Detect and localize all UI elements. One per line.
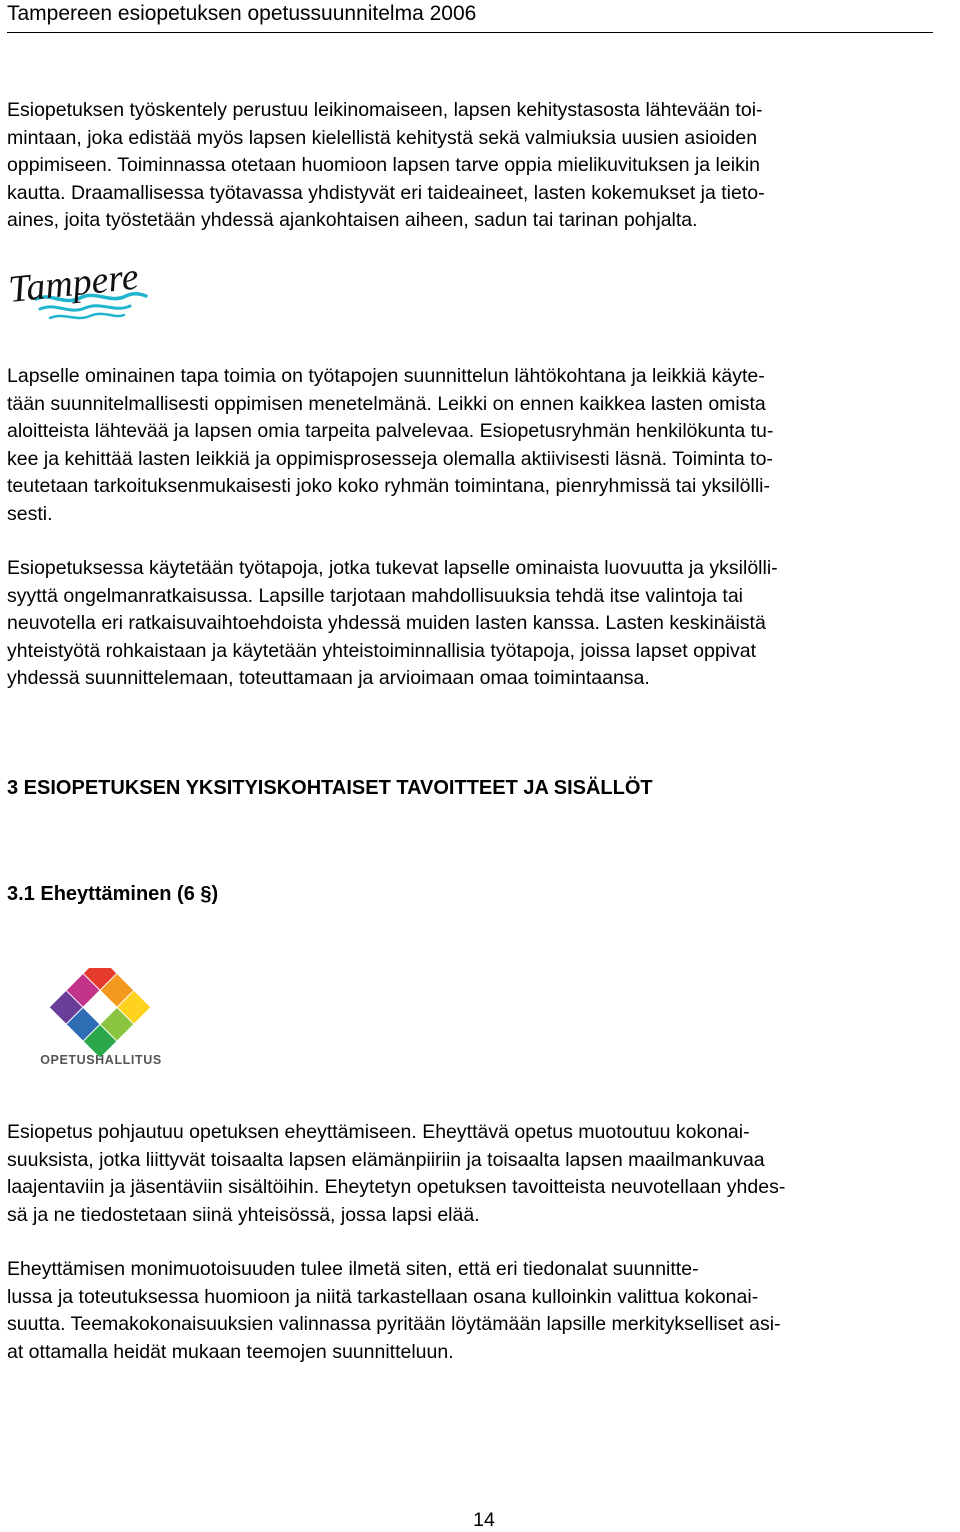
page-number: 14 bbox=[473, 1509, 495, 1531]
paragraph-line: aloitteista lähtevää ja lapsen omia tarpeita palvelevaa. Esiopetusryhmän henkilökunta tu- bbox=[7, 420, 774, 443]
paragraph-line: kautta. Draamallisessa työtavassa yhdistyvät eri taideaineet, lasten kokemukset ja tieto- bbox=[7, 181, 765, 204]
paragraph-line: aines, joita työstetään yhdessä ajankohtaisen aiheen, sadun tai tarinan pohjalta. bbox=[7, 209, 698, 232]
paragraph-line: Esiopetuksessa käytetään työtapoja, jotka tukevat lapselle ominaista luovuutta ja yksilölli- bbox=[7, 557, 778, 579]
document-title: Tampereen esiopetuksen opetussuunnitelma 2006 bbox=[7, 2, 477, 25]
paragraph-4 bbox=[7, 1119, 953, 1229]
tampere-logo-wave bbox=[50, 314, 124, 318]
paragraph-line: neuvotella eri ratkaisuvaihtoehdoista yhdessä muiden lasten kanssa. Lasten keskinäistä bbox=[7, 612, 766, 635]
chapter-heading: 3 ESIOPETUKSEN YKSITYISKOHTAISET TAVOITTEET JA SISÄLLÖT bbox=[7, 777, 653, 799]
section-heading: 3.1 Eheyttäminen (6 §) bbox=[7, 883, 219, 905]
paragraph-line: sä ja ne tiedostetaan siinä yhteisössä, jossa lapsi elää. bbox=[7, 1203, 480, 1226]
paragraph-line: oppimiseen. Toiminnassa otetaan huomioon lapsen tarve oppia mielikuvituksen ja leikin bbox=[7, 154, 760, 177]
paragraph-5 bbox=[7, 1256, 953, 1366]
paragraph-1 bbox=[7, 97, 953, 235]
paragraph-line: mintaan, joka edistää myös lapsen kielellistä kehitystä sekä valmiuksia uusien asioiden bbox=[7, 126, 758, 149]
paragraph-line: sesti. bbox=[7, 502, 53, 525]
tampere-logo-text: Tampere bbox=[6, 258, 141, 311]
opetushallitus-logo-graphic bbox=[28, 968, 174, 1070]
paragraph-line: yhdessä suunnittelemaan, toteuttamaan ja arvioimaan omaa toimintaansa. bbox=[7, 667, 650, 690]
paragraph-3 bbox=[7, 555, 953, 693]
paragraph-2 bbox=[7, 363, 953, 529]
opetushallitus-logo-text: OPETUSHALLITUS bbox=[40, 1053, 162, 1067]
page-header bbox=[7, 0, 933, 33]
paragraph-line: Eheyttämisen monimuotoisuuden tulee ilmetä siten, että eri tiedonalat suunnitte- bbox=[7, 1258, 699, 1280]
paragraph-line: yhteistyötä rohkaistaan ja käytetään yhteistoiminnallisia työtapoja, joissa lapset oppivat bbox=[7, 639, 757, 662]
paragraph-line: lussa ja toteutuksessa huomioon ja niitä tarkastellaan osana kulloinkin valittua kokonai- bbox=[7, 1285, 759, 1308]
opetushallitus-logo bbox=[28, 968, 174, 1070]
paragraph-line: kee ja kehittää lasten leikkiä ja oppimisprosesseja olemalla aktiivisesti läsnä. Toiminta to- bbox=[7, 447, 773, 470]
paragraph-line: syyttä ongelmanratkaisussa. Lapsille tarjotaan mahdollisuuksia tehdä itse valintoja tai bbox=[7, 584, 743, 607]
paragraph-line: Lapselle ominainen tapa toimia on työtapojen suunnittelun lähtökohtana ja leikkiä käyte- bbox=[7, 365, 765, 387]
tampere-logo bbox=[6, 258, 148, 338]
paragraph-line: laajentaviin ja jäsentäviin sisältöihin. Eheytetyn opetuksen tavoitteista neuvotellaan yhdes- bbox=[7, 1176, 786, 1199]
paragraph-line: teutetaan tarkoituksenmukaisesti joko koko ryhmän toimintana, pienryhmissä tai yksilölli- bbox=[7, 475, 771, 498]
paragraph-line: Esiopetuksen työskentely perustuu leikinomaiseen, lapsen kehitystasosta lähtevään toi- bbox=[7, 99, 763, 121]
paragraph-line: tään suunnitelmallisesti oppimisen menetelmänä. Leikki on ennen kaikkea lasten omista bbox=[7, 392, 766, 415]
paragraph-line: Esiopetus pohjautuu opetuksen eheyttämiseen. Eheyttävä opetus muotoutuu kokonai- bbox=[7, 1121, 750, 1143]
tampere-logo-graphic bbox=[6, 258, 148, 338]
paragraph-line: suutta. Teemakokonaisuuksien valinnassa pyritään löytämään lapsille merkitykselliset asi- bbox=[7, 1313, 781, 1336]
paragraph-line: at ottamalla heidät mukaan teemojen suunnitteluun. bbox=[7, 1340, 454, 1363]
paragraph-line: suuksista, jotka liittyvät toisaalta lapsen elämänpiiriin ja toisaalta lapsen maailmankuvaa bbox=[7, 1148, 765, 1171]
